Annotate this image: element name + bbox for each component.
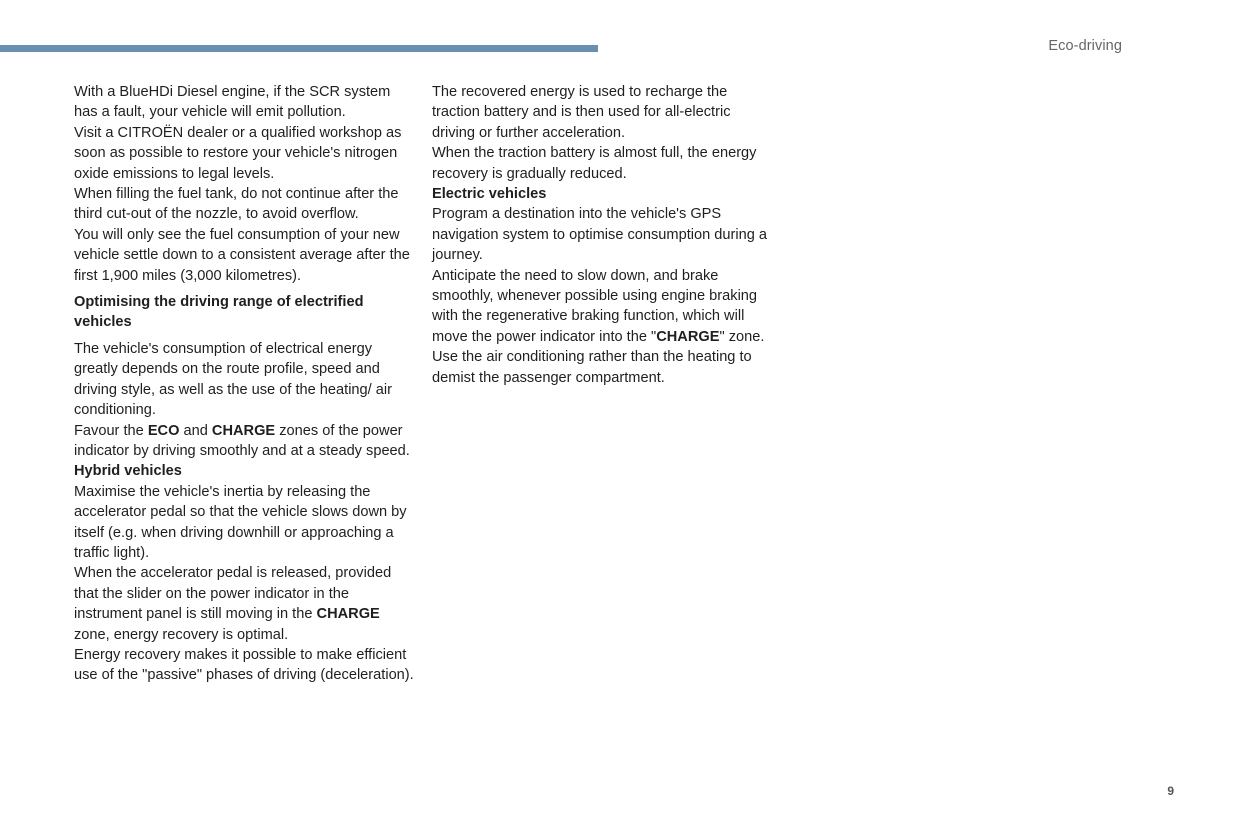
paragraph-scr-fault: With a BlueHDi Diesel engine, if the SCR system has a fault, your vehicle will emit pollution. xyxy=(74,84,391,121)
paragraph-fuel-consumption: You will only see the fuel consumption of your new vehicle settle down to a consistent average after the first 1,900 miles (3,000 kilometres). xyxy=(74,226,410,284)
charge-zone-label: CHARGE xyxy=(211,422,276,439)
accelerator-text-1: When the accelerator pedal is released, provided that the slider on the power indicator in the instrument panel is still moving in the xyxy=(74,565,392,623)
heading-driving-range: Optimising the driving range of electrified vehicles xyxy=(74,294,364,331)
anticipate-text-2: " zone. xyxy=(719,328,765,345)
right-column xyxy=(432,82,772,388)
paragraph-recovered-energy: The recovered energy is used to recharge the traction battery and is then used for all-electric driving or further acceleration. xyxy=(432,84,731,141)
left-column xyxy=(74,82,414,686)
paragraph-accelerator-released xyxy=(74,563,414,645)
charge-zone-label: CHARGE xyxy=(316,606,380,623)
section-title: Eco-driving xyxy=(1048,38,1122,54)
paragraph-inertia: Maximise the vehicle's inertia by releasing the accelerator pedal so that the vehicle slows down by itself (e.g. when driving downhill or approaching a traffic light). xyxy=(74,483,407,561)
paragraph-battery-full: When the traction battery is almost full, the energy recovery is gradually reduced. xyxy=(432,145,757,182)
favour-text-2: and xyxy=(179,422,212,439)
eco-zone-label: ECO xyxy=(147,422,180,439)
favour-text-3: zones of the power indicator by driving smoothly and at a steady speed. xyxy=(74,422,410,459)
paragraph-air-conditioning: Use the air conditioning rather than the heating to demist the passenger compartment. xyxy=(432,349,752,386)
paragraph-energy-consumption: The vehicle's consumption of electrical energy greatly depends on the route profile, speed and driving style, as well as the use of the heating/ air conditioning. xyxy=(74,340,392,419)
subheading-electric-vehicles: Electric vehicles xyxy=(432,186,547,203)
charge-zone-label: CHARGE xyxy=(656,328,720,345)
page-number: 9 xyxy=(1167,784,1174,798)
paragraph-energy-recovery: Energy recovery makes it possible to make efficient use of the "passive" phases of driving (deceleration). xyxy=(74,646,414,684)
subheading-hybrid-vehicles: Hybrid vehicles xyxy=(74,463,182,480)
paragraph-visit-dealer: Visit a CITROËN dealer or a qualified workshop as soon as possible to restore your vehicle's nitrogen oxide emissions to legal levels. xyxy=(74,124,402,182)
accelerator-text-2: zone, energy recovery is optimal. xyxy=(74,626,289,643)
favour-text-1: Favour the xyxy=(74,422,148,439)
anticipate-text-1: Anticipate the need to slow down, and brake smoothly, whenever possible using engine braking with the regenerative braking function, which will move the power indicator into the " xyxy=(432,267,758,345)
paragraph-gps-destination: Program a destination into the vehicle's GPS navigation system to optimise consumption during a journey. xyxy=(432,206,768,264)
header-accent-bar xyxy=(0,45,598,52)
paragraph-anticipate-braking xyxy=(432,266,772,348)
paragraph-favour-zones xyxy=(74,421,414,462)
paragraph-fuel-tank: When filling the fuel tank, do not continue after the third cut-out of the nozzle, to avoid overflow. xyxy=(74,186,399,223)
